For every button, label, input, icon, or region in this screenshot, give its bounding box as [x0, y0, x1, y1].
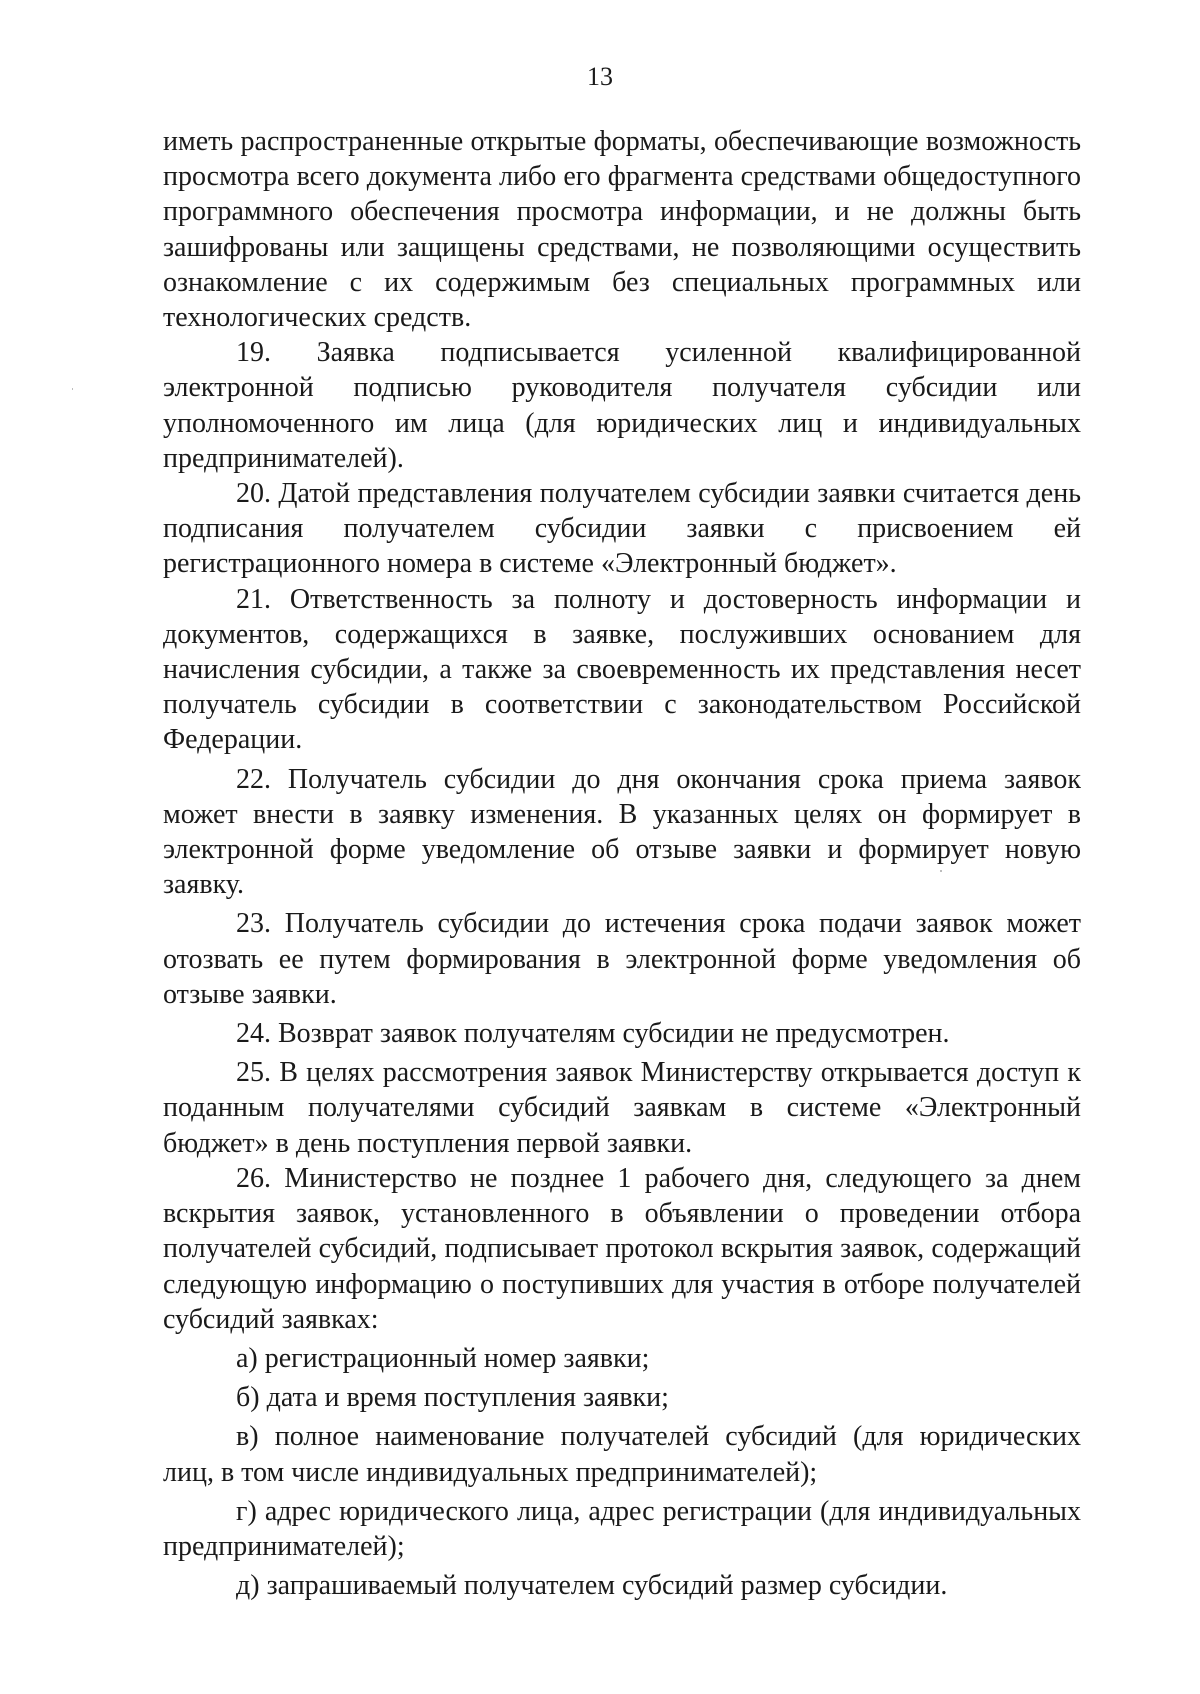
list-item-a: а) регистрационный номер заявки;	[236, 1342, 650, 1374]
paragraph-23: 23. Получатель субсидии до истечения срока подачи заявок может отозвать ее путем формирования в электронной форме уведомления об отзыве заявки.	[163, 908, 1081, 1010]
page-number: 13	[587, 62, 613, 91]
list-item-v: в) полное наименование получателей субсидий (для юридических лиц, в том числе индивидуальных предпринимателей);	[163, 1421, 1081, 1488]
paragraph-26: 26. Министерство не позднее 1 рабочего дня, следующего за днем вскрытия заявок, установленного в объявлении о проведении отбора получателей субсидий, подписывает протокол вскрытия заявок, содержащий следующую информацию о поступивших для участия в отборе получателей субсидий заявках:	[163, 1162, 1081, 1335]
paragraph-19: 19. Заявка подписывается усиленной квалифицированной электронной подписью руководителя получателя субсидии или уполномоченного им лица (для юридических лиц и индивидуальных предпринимателей).	[163, 337, 1081, 474]
paragraph-21: 21. Ответственность за полноту и достоверность информации и документов, содержащихся в заявке, послуживших основанием для начисления субсидии, а также за своевременность их представления несет получатель субсидии в соответствии с законодательством Российской Федерации.	[163, 583, 1081, 756]
paragraph-22: 22. Получатель субсидии до дня окончания срока приема заявок может внести в заявку изменения. В указанных целях он формирует в электронной форме уведомление об отзыве заявки и формирует новую заявку.	[163, 763, 1081, 901]
document-body	[163, 124, 1081, 1603]
paragraph-continuation: иметь распространенные открытые форматы, обеспечивающие возможность просмотра всего документа либо его фрагмента средствами общедоступного программного обеспечения просмотра информации, и не должны быть зашифрованы или защищены средствами, не позволяющими осуществить ознакомление с их содержимым без специальных программных или технологических средств.	[163, 126, 1081, 334]
margin-mark	[72, 388, 73, 390]
list-item-b: б) дата и время поступления заявки;	[236, 1382, 669, 1414]
paragraph-25: 25. В целях рассмотрения заявок Министерству открывается доступ к поданным получателями субсидий заявкам в системе «Электронный бюджет» в день поступления первой заявки.	[163, 1057, 1081, 1159]
list-item-g: г) адрес юридического лица, адрес регистрации (для индивидуальных предпринимателей);	[163, 1495, 1081, 1562]
list-item-d: д) запрашиваемый получателем субсидий размер субсидии.	[236, 1570, 948, 1602]
paragraph-20: 20. Датой представления получателем субсидии заявки считается день подписания получателем субсидии заявки с присвоением ей регистрационного номера в системе «Электронный бюджет».	[163, 478, 1081, 580]
paragraph-24: 24. Возврат заявок получателям субсидии не предусмотрен.	[236, 1018, 950, 1050]
